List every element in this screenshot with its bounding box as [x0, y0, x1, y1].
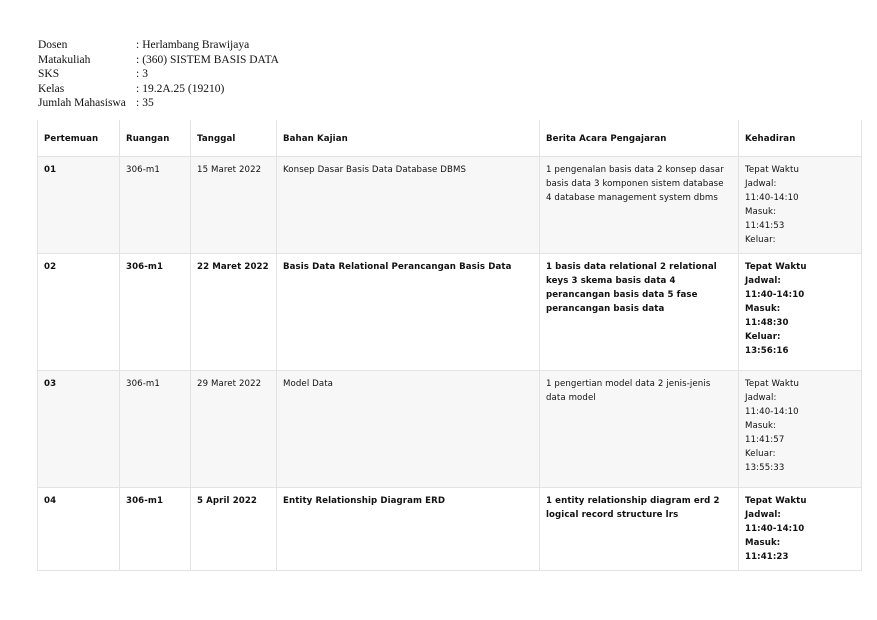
cell-pertemuan: 04 [38, 488, 120, 571]
attendance-in-label: Masuk: [745, 304, 781, 314]
attendance-schedule-time: 11:40-14:10 [745, 407, 799, 417]
cell-bahan-kajian: Model Data [277, 371, 540, 488]
attendance-in-label: Masuk: [745, 538, 781, 548]
cell-ruangan: 306-m1 [120, 371, 191, 488]
cell-kehadiran [739, 254, 862, 371]
cell-tanggal: 29 Maret 2022 [191, 371, 277, 488]
table-row [38, 254, 862, 371]
column-header-tanggal: Tanggal [191, 120, 277, 157]
cell-berita-acara: 1 pengertian model data 2 jenis-jenis data model [540, 371, 739, 488]
info-separator: : [136, 82, 140, 95]
attendance-out-time: 13:55:33 [745, 463, 785, 473]
table-row [38, 488, 862, 571]
info-value: (360) SISTEM BASIS DATA [142, 53, 279, 66]
attendance-schedule-time: 11:40-14:10 [745, 524, 805, 534]
attendance-schedule-label: Jadwal: [745, 276, 781, 286]
attendance-status: Tepat Waktu [745, 165, 800, 175]
cell-tanggal: 15 Maret 2022 [191, 157, 277, 254]
column-header-berita-acara: Berita Acara Pengajaran [540, 120, 739, 157]
column-header-kehadiran: Kehadiran [739, 120, 862, 157]
column-header-pertemuan: Pertemuan [38, 120, 120, 157]
cell-tanggal: 22 Maret 2022 [191, 254, 277, 371]
column-header-ruangan: Ruangan [120, 120, 191, 157]
attendance-schedule-label: Jadwal: [745, 393, 777, 403]
table-header-row [38, 120, 862, 157]
cell-kehadiran [739, 157, 862, 254]
attendance-schedule-label: Jadwal: [745, 510, 781, 520]
cell-pertemuan: 01 [38, 157, 120, 254]
cell-bahan-kajian: Konsep Dasar Basis Data Database DBMS [277, 157, 540, 254]
info-row-kelas [38, 82, 279, 97]
attendance-out-label: Keluar: [745, 449, 776, 459]
attendance-status: Tepat Waktu [745, 496, 807, 506]
info-label: Matakuliah [38, 53, 91, 66]
cell-bahan-kajian: Entity Relationship Diagram ERD [277, 488, 540, 571]
cell-ruangan: 306-m1 [120, 157, 191, 254]
info-separator: : [136, 68, 140, 80]
attendance-status: Tepat Waktu [745, 379, 800, 389]
cell-berita-acara: 1 basis data relational 2 relational keys 3 skema basis data 4 perancangan basis data 5 fase perancangan basis data [540, 254, 739, 371]
cell-pertemuan: 02 [38, 254, 120, 371]
info-value: 19.2A.25 (19210) [142, 82, 225, 95]
table-row [38, 157, 862, 254]
attendance-out-label: Keluar: [745, 235, 776, 245]
attendance-in-time: 11:41:57 [745, 435, 785, 445]
info-label: Kelas [38, 82, 65, 95]
attendance-in-time: 11:48:30 [745, 318, 789, 328]
cell-kehadiran [739, 371, 862, 488]
attendance-in-time: 11:41:23 [745, 552, 789, 562]
attendance-out-label: Keluar: [745, 332, 781, 342]
info-separator: : [136, 53, 140, 66]
info-row-dosen [38, 38, 279, 53]
info-value: 35 [142, 97, 154, 109]
info-value: 3 [142, 68, 148, 80]
attendance-status: Tepat Waktu [745, 262, 807, 272]
course-info [38, 38, 279, 111]
info-row-jumlah-mahasiswa [38, 96, 279, 111]
table-row [38, 371, 862, 488]
cell-berita-acara: 1 entity relationship diagram erd 2 logical record structure lrs [540, 488, 739, 571]
cell-pertemuan: 03 [38, 371, 120, 488]
cell-kehadiran [739, 488, 862, 571]
attendance-schedule-time: 11:40-14:10 [745, 193, 799, 203]
attendance-out-time: 13:56:16 [745, 346, 789, 356]
info-label: Dosen [38, 39, 68, 51]
cell-ruangan: 306-m1 [120, 254, 191, 371]
attendance-in-time: 11:41:53 [745, 221, 785, 231]
attendance-schedule-label: Jadwal: [745, 179, 777, 189]
attendance-in-label: Masuk: [745, 207, 777, 217]
info-separator: : [136, 97, 140, 109]
attendance-in-label: Masuk: [745, 421, 777, 431]
cell-ruangan: 306-m1 [120, 488, 191, 571]
cell-berita-acara: 1 pengenalan basis data 2 konsep dasar basis data 3 komponen sistem database 4 database management system dbms [540, 157, 739, 254]
cell-tanggal: 5 April 2022 [191, 488, 277, 571]
info-label: Jumlah Mahasiswa [38, 97, 126, 109]
attendance-schedule-time: 11:40-14:10 [745, 290, 805, 300]
info-separator: : [136, 39, 140, 51]
column-header-bahan-kajian: Bahan Kajian [277, 120, 540, 157]
info-row-sks [38, 67, 279, 82]
cell-bahan-kajian: Basis Data Relational Perancangan Basis Data [277, 254, 540, 371]
attendance-table [37, 120, 862, 571]
info-value: Herlambang Brawijaya [142, 39, 250, 51]
info-row-matakuliah [38, 53, 279, 68]
info-label: SKS [38, 68, 60, 80]
